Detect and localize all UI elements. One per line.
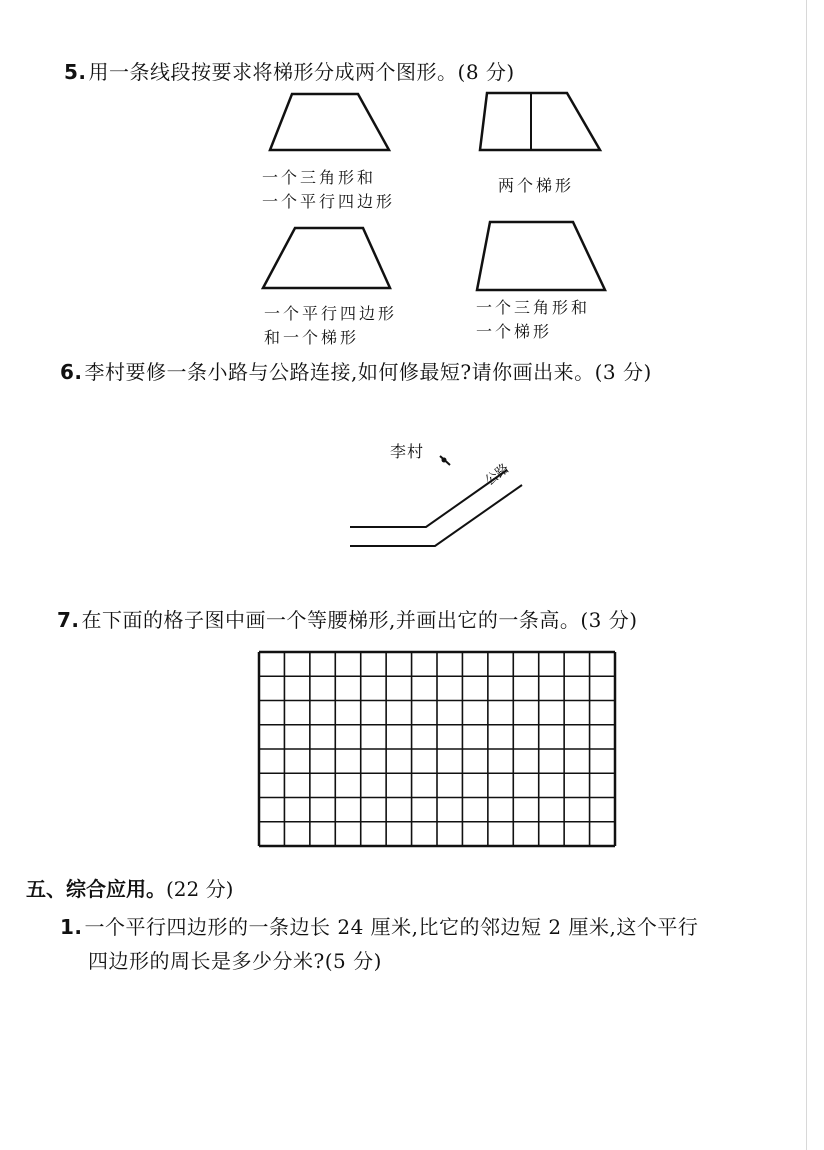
question-number: 7. bbox=[57, 608, 80, 632]
question-text: 在下面的格子图中画一个等腰梯形,并画出它的一条高。(3 分) bbox=[81, 608, 638, 632]
question-6 bbox=[60, 356, 652, 385]
caption-line: 一个三角形和 bbox=[262, 168, 377, 187]
trapezoid-figure-1 bbox=[270, 94, 389, 150]
question-text: 用一条线段按要求将梯形分成两个图形。(8 分) bbox=[88, 60, 515, 84]
village-mark bbox=[440, 456, 450, 465]
question-7 bbox=[57, 604, 638, 633]
village-label: 李村 bbox=[390, 442, 425, 461]
question-text: 李村要修一条小路与公路连接,如何修最短?请你画出来。(3 分) bbox=[84, 360, 652, 384]
trapezoid-figure-2 bbox=[480, 93, 600, 150]
caption-line: 一个梯形 bbox=[476, 322, 553, 341]
figure-3-caption bbox=[264, 302, 397, 350]
figure-2-caption bbox=[498, 174, 574, 198]
caption-line: 两个梯形 bbox=[498, 176, 575, 195]
question-number: 6. bbox=[60, 360, 83, 384]
trapezoid-figure-3 bbox=[263, 228, 390, 288]
caption-line: 一个平行四边形 bbox=[264, 304, 398, 323]
road-edge-lower bbox=[350, 485, 522, 546]
drawing-grid[interactable] bbox=[259, 652, 615, 846]
caption-line: 一个三角形和 bbox=[476, 298, 591, 317]
question-number: 1. bbox=[60, 915, 83, 939]
figure-4-caption bbox=[476, 296, 590, 344]
figure-1-caption bbox=[262, 166, 395, 214]
section-points: (22 分) bbox=[166, 877, 234, 901]
question-number: 5. bbox=[64, 60, 87, 84]
caption-line: 一个平行四边形 bbox=[262, 192, 396, 211]
section-heading bbox=[26, 873, 233, 902]
section-title: 五、综合应用。 bbox=[26, 877, 166, 901]
section5-question-1 bbox=[60, 910, 698, 978]
question-text-line2: 四边形的周长是多少分米?(5 分) bbox=[88, 949, 382, 973]
caption-line: 和一个梯形 bbox=[264, 328, 360, 347]
question-text-line1: 一个平行四边形的一条边长 24 厘米,比它的邻边短 2 厘米,这个平行 bbox=[84, 915, 699, 939]
road-label: 公路 bbox=[482, 461, 513, 489]
trapezoid-figure-4 bbox=[477, 222, 605, 290]
